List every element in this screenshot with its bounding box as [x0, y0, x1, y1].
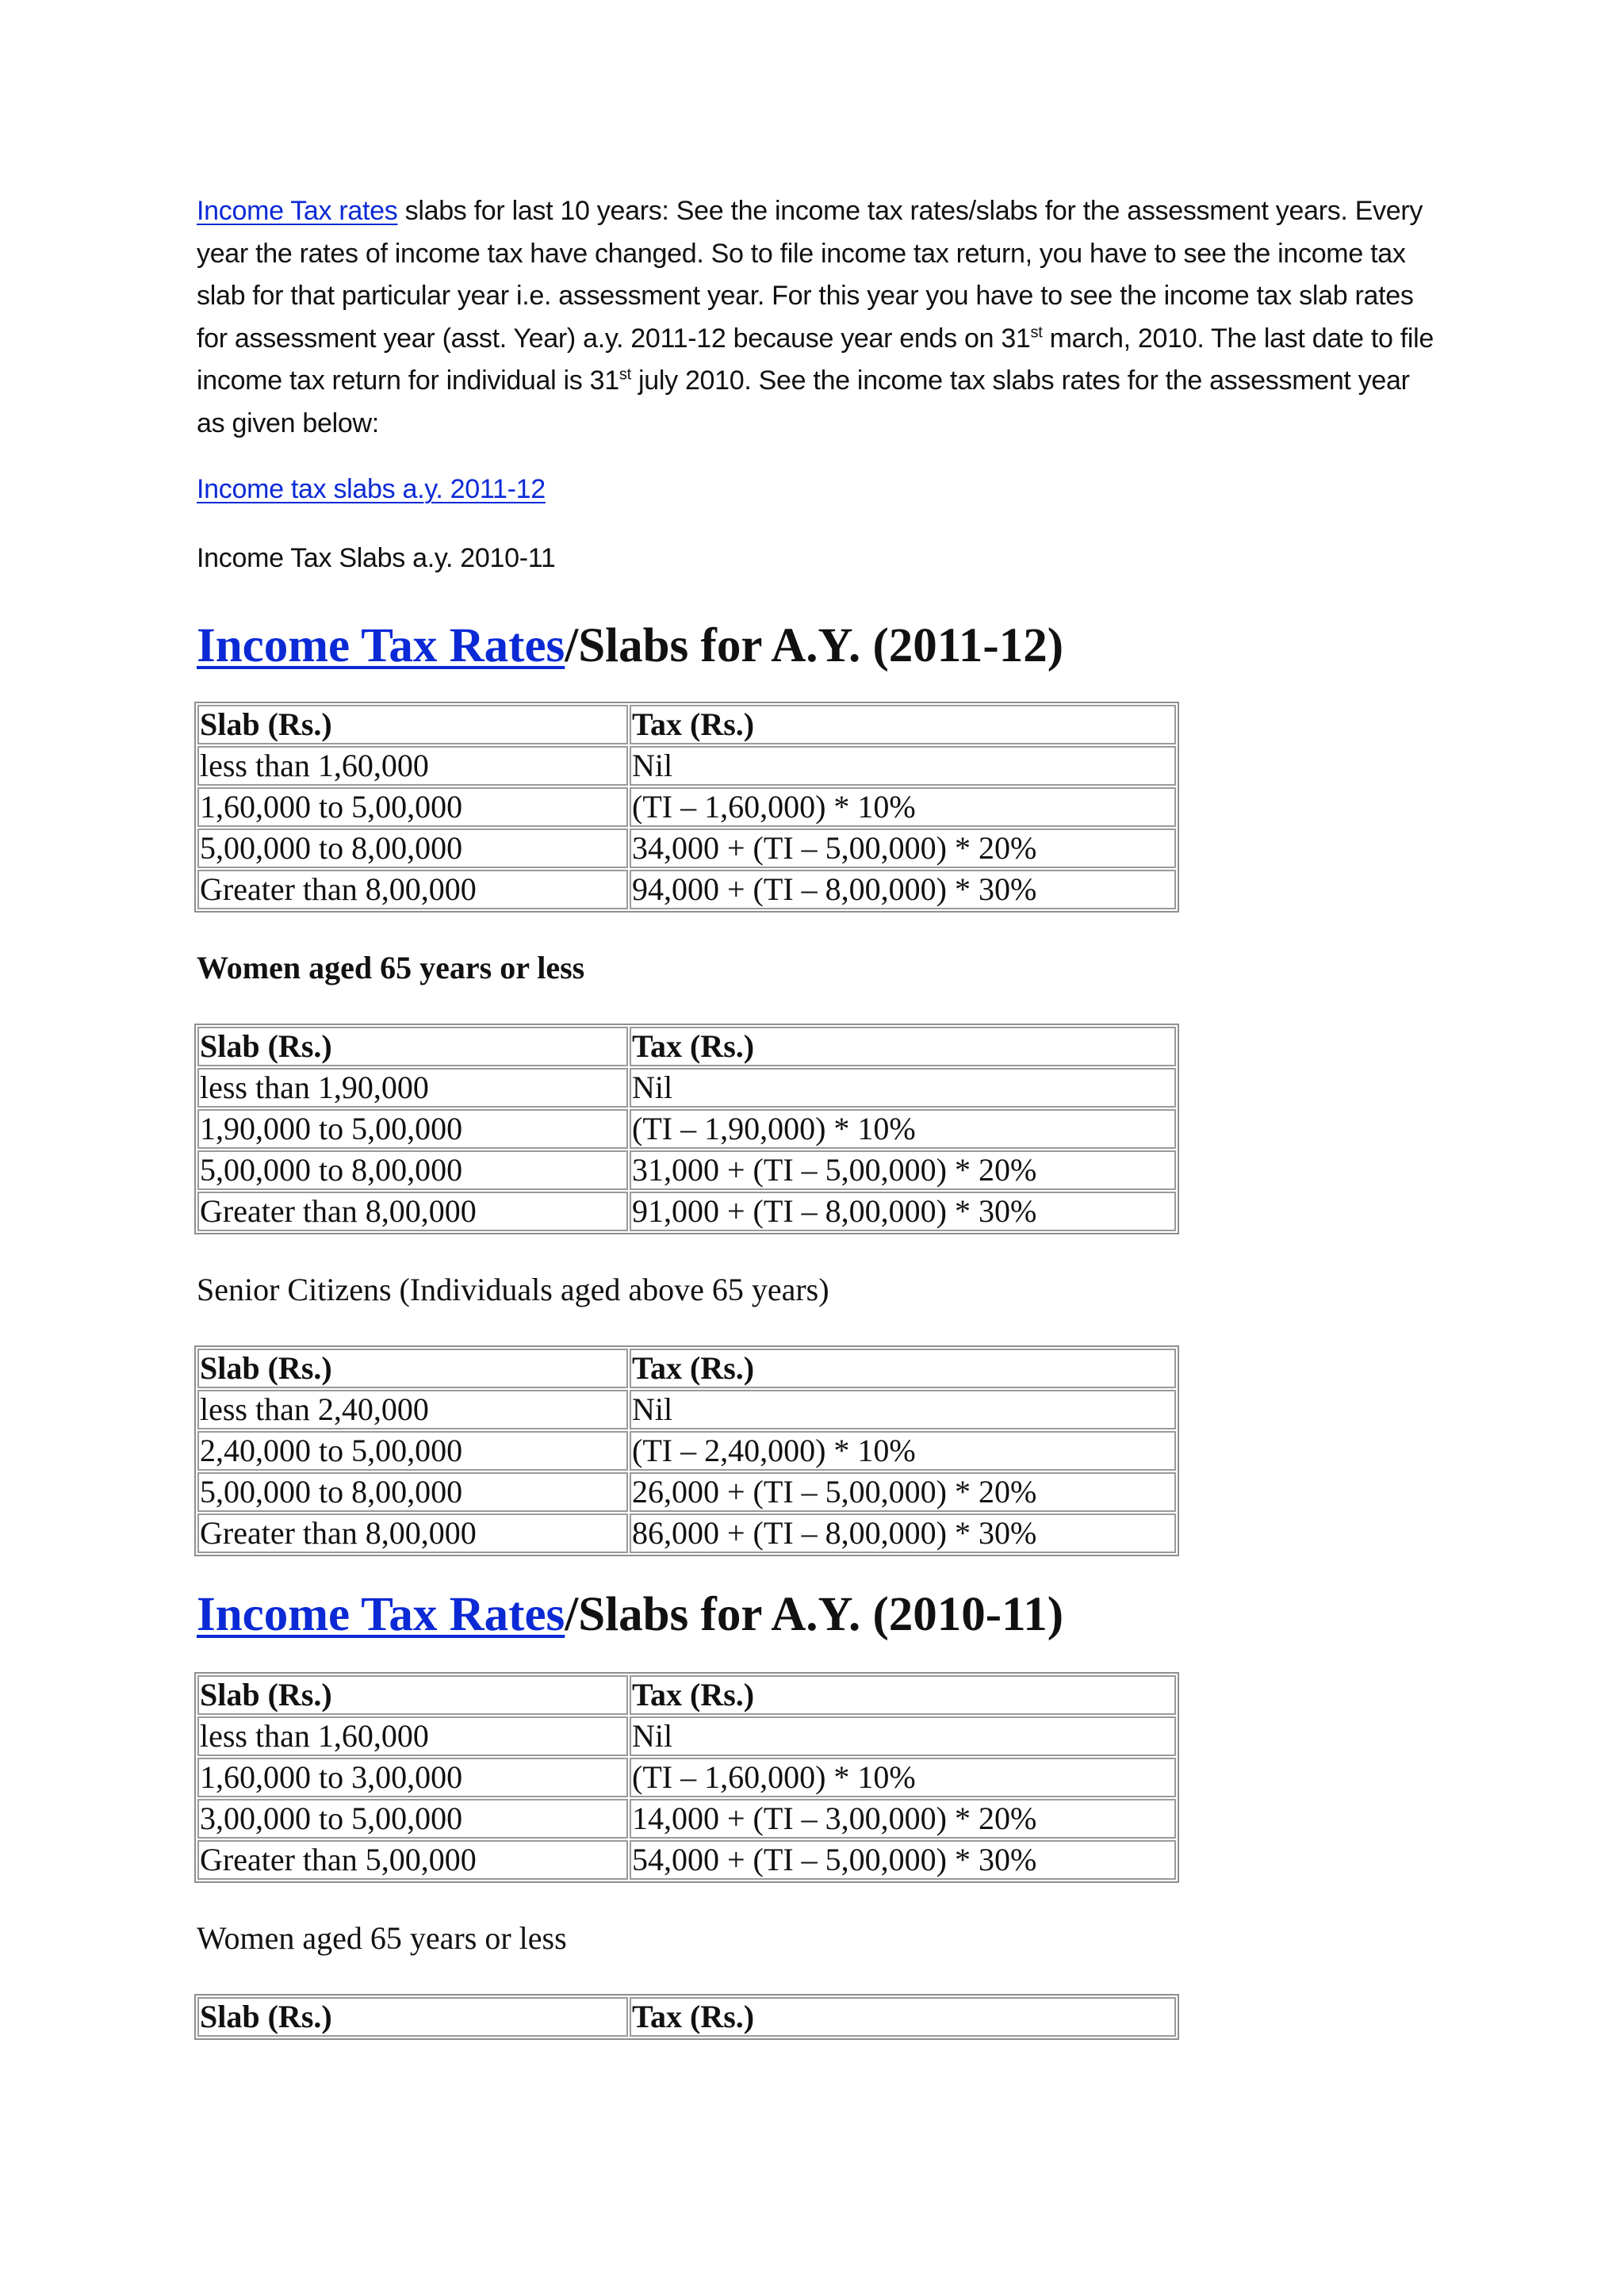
table-row: [197, 1390, 1176, 1429]
slab-cell: Greater than 5,00,000: [197, 1840, 628, 1880]
slab-cell: 1,60,000 to 3,00,000: [197, 1758, 628, 1797]
table-row: [197, 1068, 1176, 1108]
slab-cell: 5,00,000 to 8,00,000: [197, 828, 628, 868]
table-row: [197, 1472, 1176, 1512]
slab-cell: less than 1,60,000: [197, 1716, 628, 1756]
slab-cell: less than 2,40,000: [197, 1390, 628, 1429]
table-row: [197, 828, 1176, 868]
heading-2010-rest: /Slabs for A.Y. (2010-11): [565, 1588, 1064, 1641]
tax-cell: (TI – 1,60,000) * 10%: [630, 1758, 1176, 1797]
tax-header: Tax (Rs.): [630, 1675, 1176, 1715]
tax-cell: 94,000 + (TI – 8,00,000) * 30%: [630, 870, 1176, 909]
table-header-row: [197, 1997, 1176, 2037]
slab-cell: Greater than 8,00,000: [197, 870, 628, 909]
intro-paragraph: [197, 190, 1434, 445]
tax-cell: Nil: [630, 1390, 1176, 1429]
table-2010-women: [194, 1994, 1179, 2040]
table-header-row: [197, 705, 1176, 744]
heading-2010-11: [197, 1586, 1434, 1644]
intro-text-2: march, 2010. The last date to file income tax return for individual is 31: [197, 323, 1434, 396]
tax-header: Tax (Rs.): [630, 705, 1176, 744]
tax-header: Tax (Rs.): [630, 1997, 1176, 2037]
slab-cell: 1,60,000 to 5,00,000: [197, 787, 628, 827]
senior-2011-title: Senior Citizens (Individuals aged above 65 years): [197, 1272, 829, 1307]
slab-cell: 1,90,000 to 5,00,000: [197, 1109, 628, 1149]
table-row: [197, 1192, 1176, 1231]
ay-2011-link-line: [197, 469, 1434, 511]
tax-cell: 86,000 + (TI – 8,00,000) * 30%: [630, 1513, 1176, 1553]
women-2010-title: Women aged 65 years or less: [197, 1920, 567, 1956]
table-row: [197, 1513, 1176, 1553]
table-row: [197, 1799, 1176, 1839]
tax-cell: (TI – 2,40,000) * 10%: [630, 1431, 1176, 1471]
tax-cell: Nil: [630, 1068, 1176, 1108]
table-row: [197, 870, 1176, 909]
slab-header: Slab (Rs.): [197, 1349, 628, 1388]
table-header-row: [197, 1027, 1176, 1066]
slab-cell: Greater than 8,00,000: [197, 1192, 628, 1231]
slab-cell: less than 1,90,000: [197, 1068, 628, 1108]
slab-cell: 5,00,000 to 8,00,000: [197, 1150, 628, 1190]
tax-header: Tax (Rs.): [630, 1349, 1176, 1388]
tax-cell: 31,000 + (TI – 5,00,000) * 20%: [630, 1150, 1176, 1190]
slab-header: Slab (Rs.): [197, 1027, 628, 1066]
tax-cell: 14,000 + (TI – 3,00,000) * 20%: [630, 1799, 1176, 1839]
heading-2011-link[interactable]: Income Tax Rates: [197, 619, 565, 672]
table-row: [197, 1431, 1176, 1471]
tax-cell: Nil: [630, 1716, 1176, 1756]
table-row: [197, 1716, 1176, 1756]
table-row: [197, 787, 1176, 827]
slab-cell: less than 1,60,000: [197, 746, 628, 786]
heading-2010-link[interactable]: Income Tax Rates: [197, 1588, 565, 1641]
tax-cell: 91,000 + (TI – 8,00,000) * 30%: [630, 1192, 1176, 1231]
table-header-row: [197, 1349, 1176, 1388]
table-row: [197, 1840, 1176, 1880]
tax-cell: (TI – 1,60,000) * 10%: [630, 787, 1176, 827]
slab-header: Slab (Rs.): [197, 1675, 628, 1715]
heading-2011-12: [197, 618, 1434, 675]
ay-2010-line: Income Tax Slabs a.y. 2010-11: [197, 543, 556, 573]
table-row: [197, 746, 1176, 786]
slab-header: Slab (Rs.): [197, 1997, 628, 2037]
tax-cell: 26,000 + (TI – 5,00,000) * 20%: [630, 1472, 1176, 1512]
intro-sup-1: st: [1030, 323, 1043, 342]
tax-cell: Nil: [630, 746, 1176, 786]
document-page: [197, 190, 1434, 2040]
tax-cell: 54,000 + (TI – 5,00,000) * 30%: [630, 1840, 1176, 1880]
table-2011-senior: [194, 1345, 1179, 1556]
table-row: [197, 1758, 1176, 1797]
slab-cell: 2,40,000 to 5,00,000: [197, 1431, 628, 1471]
table-row: [197, 1150, 1176, 1190]
table-row: [197, 1109, 1176, 1149]
income-tax-rates-link[interactable]: Income Tax rates: [197, 196, 398, 226]
tax-header: Tax (Rs.): [630, 1027, 1176, 1066]
table-2011-women: [194, 1024, 1179, 1234]
income-tax-slabs-2011-link[interactable]: Income tax slabs a.y. 2011-12: [197, 474, 546, 504]
intro-sup-2: st: [619, 365, 631, 384]
heading-2011-rest: /Slabs for A.Y. (2011-12): [565, 619, 1064, 672]
table-2010-general: [194, 1672, 1179, 1883]
slab-cell: 3,00,000 to 5,00,000: [197, 1799, 628, 1839]
tax-cell: 34,000 + (TI – 5,00,000) * 20%: [630, 828, 1176, 868]
tax-cell: (TI – 1,90,000) * 10%: [630, 1109, 1176, 1149]
intro-text-1: slabs for last 10 years: See the income tax rates/slabs for the assessment years. Every year the rates of income tax have changed. So to file income tax return, you have to see the income tax slab for that particular year i.e. assessment year. For this year you have to see the income tax slab rates for assessment year (asst. Year) a.y. 2011-12 because year ends on 31: [197, 196, 1423, 354]
slab-cell: 5,00,000 to 8,00,000: [197, 1472, 628, 1512]
slab-cell: Greater than 8,00,000: [197, 1513, 628, 1553]
table-header-row: [197, 1675, 1176, 1715]
table-2011-general: [194, 702, 1179, 913]
slab-header: Slab (Rs.): [197, 705, 628, 744]
women-2011-title: Women aged 65 years or less: [197, 950, 585, 985]
intro-text-3: july 2010. See the income tax slabs rates for the assessment year as given below:: [197, 365, 1410, 438]
